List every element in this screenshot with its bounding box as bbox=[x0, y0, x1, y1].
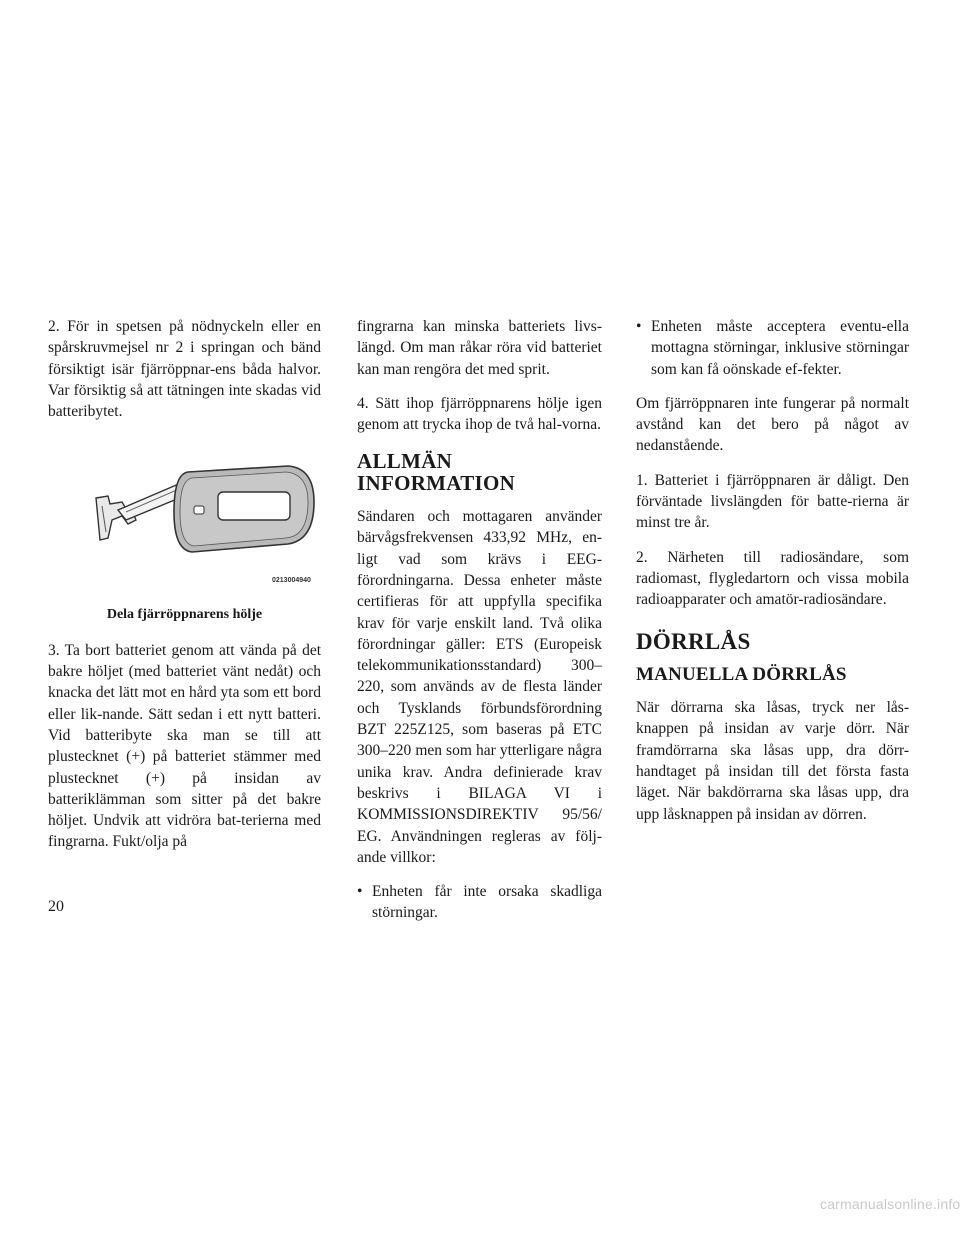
figure-caption: Dela fjärröppnarens hölje bbox=[106, 607, 263, 623]
bullet-text: Enheten måste acceptera eventu-ella mottagna störningar, inklusive störningar som kan få oönskade ef-fekter. bbox=[651, 318, 909, 378]
paragraph-step-4: 4. Sätt ihop fjärröppnarens hölje igen genom att trycka ihop de två hal-vorna. bbox=[357, 394, 602, 434]
paragraph-step-2: 2. För in spetsen på nödnyckeln eller en spårskruvmejsel nr 2 i springan och bänd försiktigt isär fjärröppnar-ens båda halvor. Var försiktig så att tätningen inte skadas vid batteribytet. bbox=[48, 318, 321, 421]
heading-general-information: ALLMÄN INFORMATION bbox=[357, 449, 516, 495]
column-left bbox=[48, 316, 321, 866]
figure-code: 0213004940 bbox=[272, 577, 311, 585]
page-number: 20 bbox=[48, 898, 64, 915]
list-item bbox=[636, 316, 909, 380]
list-item bbox=[357, 881, 602, 924]
key-fob-illustration bbox=[88, 454, 318, 574]
paragraph-range: Om fjärröppnaren inte fungerar på normalt avstånd kan det bero på något av nedanstående. bbox=[636, 394, 909, 455]
column-right bbox=[636, 316, 909, 838]
paragraph-manual-locks: När dörrarna ska låsas, tryck ner lås-knappen på insidan av varje dörr. När framdörrarna ska låsas upp, dra dörr-handtaget på insidan till det första fasta läget. När bakdörrarna ska låsas upp, dra upp låsknappen på insidan av dörren. bbox=[636, 699, 909, 823]
paragraph-continued: fingrarna kan minska batteriets livs-längd. Om man råkar röra vid batteriet kan man rengöra det med sprit. bbox=[357, 318, 602, 378]
paragraph-frequency: Sändaren och mottagaren använder bärvågsfrekvensen 433,92 MHz, en-ligt vad som krävs i EEG-förordningarna. Dessa enheter måste certifieras för att uppfylla specifika krav för varje enskilt land. Två olika förordningar gäller: ETS (Europeisk telekommunikationsstandard) 300–220, som används av de flesta länder och Tysklands förbundsförordning BZT 225Z125, som baseras på ETC 300–220 men som har ytterligare några unika krav. Andra definierade krav beskrivs i BILAGA VI i KOMMISSIONSDIREKTIV 95/56/ EG. Användningen regleras av följ-ande villkor: bbox=[357, 508, 602, 866]
fob-body-icon bbox=[174, 466, 314, 552]
paragraph-step-3: 3. Ta bort batteriet genom att vända på det bakre höljet (med batteriet vänt nedåt) och knacka det lätt mot en hård yta som ett bord eller lik-nande. Sätt sedan i ett nytt batteri. Vid batteribyte ska man se till att plustecknet (+) på batteriet stämmer med plustecknet (+) på insidan av batteriklämman som sitter på det bakre höljet. Undvik att vidröra bat-terierna med fingrarna. Fukt/olja på bbox=[48, 641, 321, 851]
bullet-icon: • bbox=[636, 318, 642, 335]
paragraph-cause-2: 2. Närheten till radiosändare, som radiomast, flygledartorn och vissa mobila radioapparater och amatör-radiosändare. bbox=[636, 548, 909, 609]
heading-door-locks: DÖRRLÅS bbox=[636, 628, 751, 654]
paragraph-cause-1: 1. Batteriet i fjärröppnaren är dåligt. Den förväntade livslängden för batte-rierna är minst tre år. bbox=[636, 471, 909, 532]
bullet-text: Enheten får inte orsaka skadliga störningar. bbox=[372, 883, 602, 922]
heading-manual-door-locks: MANUELLA DÖRRLÅS bbox=[636, 663, 847, 685]
key-fob-figure bbox=[48, 454, 321, 604]
column-middle bbox=[357, 316, 602, 937]
watermark: carmanualsonline.info bbox=[820, 1196, 960, 1212]
bullet-icon: • bbox=[357, 883, 363, 901]
